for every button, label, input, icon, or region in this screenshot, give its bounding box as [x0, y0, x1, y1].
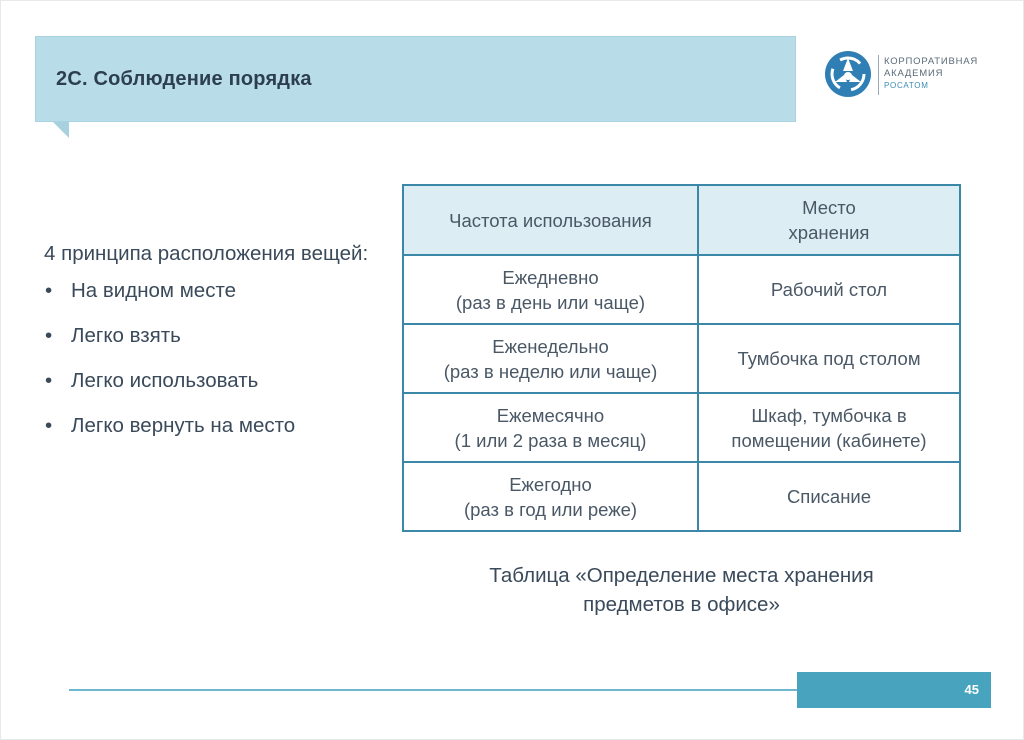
principles-heading: 4 принципа расположения вещей:	[44, 242, 369, 265]
cell-frequency: Еженедельно (раз в неделю или чаще)	[403, 324, 698, 393]
bullet-icon: •	[45, 279, 53, 302]
caption-line2: предметов в офисе»	[583, 593, 780, 616]
table-caption	[402, 561, 961, 619]
title-bar-tail	[53, 122, 69, 138]
storage-table	[402, 184, 961, 532]
header-storage-place: Место хранения	[698, 185, 960, 255]
table-row	[403, 393, 960, 462]
rosatom-logo-icon	[823, 49, 873, 99]
slide-title: 2С. Соблюдение порядка	[56, 68, 312, 90]
cell-frequency: Ежемесячно (1 или 2 раза в месяц)	[403, 393, 698, 462]
list-item	[44, 411, 384, 440]
page-number: 45	[964, 682, 979, 697]
list-item-text: Легко использовать	[71, 369, 259, 392]
cell-frequency: Ежегодно (раз в год или реже)	[403, 462, 698, 531]
list-item-text: Легко взять	[71, 324, 181, 347]
logo-line3: РОСАТОМ	[884, 81, 929, 90]
bullet-icon: •	[45, 369, 53, 392]
cell-place: Шкаф, тумбочка в помещении (кабинете)	[698, 393, 960, 462]
list-item-text: На видном месте	[71, 279, 237, 302]
principles-list	[44, 276, 384, 440]
table-row	[403, 324, 960, 393]
title-bar	[35, 36, 796, 122]
header-frequency: Частота использования	[403, 185, 698, 255]
cell-place: Тумбочка под столом	[698, 324, 960, 393]
logo-divider	[878, 55, 879, 95]
footer-line	[69, 689, 797, 691]
table-row	[403, 462, 960, 531]
bullet-icon: •	[45, 324, 53, 347]
table-row	[403, 255, 960, 324]
caption-line1: Таблица «Определение места хранения	[489, 564, 874, 587]
cell-frequency: Ежедневно (раз в день или чаще)	[403, 255, 698, 324]
bullet-icon: •	[45, 414, 53, 437]
list-item	[44, 276, 384, 305]
page-number-box	[797, 672, 991, 708]
logo-line1: КОРПОРАТИВНАЯ	[884, 56, 979, 67]
rosatom-academy-logo	[823, 49, 993, 101]
table-header-row	[403, 185, 960, 255]
logo-text	[884, 56, 978, 92]
cell-place: Рабочий стол	[698, 255, 960, 324]
list-item	[44, 366, 384, 395]
list-item-text: Легко вернуть на место	[71, 414, 296, 437]
cell-place: Списание	[698, 462, 960, 531]
list-item	[44, 321, 384, 350]
logo-line2: АКАДЕМИЯ	[884, 68, 944, 79]
principles-block	[44, 239, 384, 456]
